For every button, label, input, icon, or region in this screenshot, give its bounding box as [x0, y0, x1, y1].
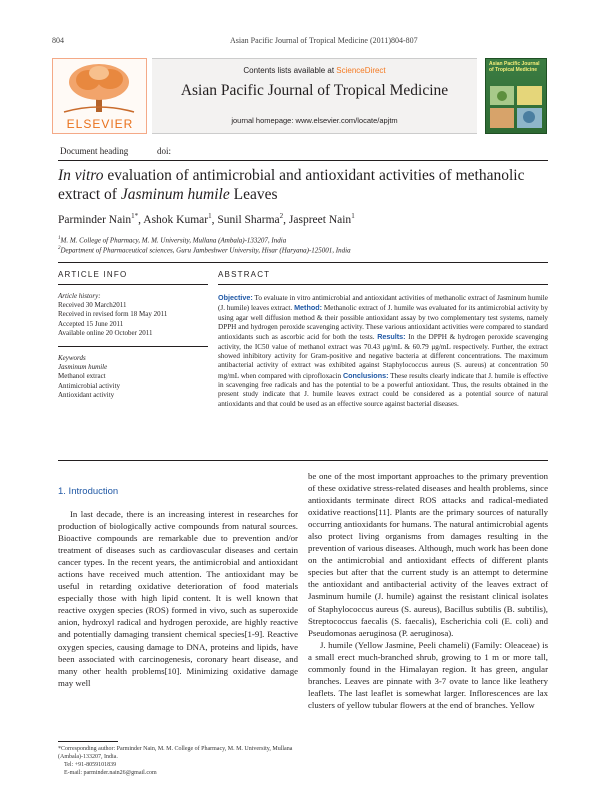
history-revised: Received in revised form 18 May 2011 — [58, 310, 168, 319]
history-online: Available online 20 October 2011 — [58, 328, 153, 337]
history-accepted: Accepted 15 June 2011 — [58, 319, 124, 328]
footnote-rule — [58, 741, 118, 742]
results-text: In the DPPH & hydrogen peroxide scavenging activity, the IC50 value of methanol extract was 70.43 μg/mL & 60.79 μg/mL respectively. Further, the extract showed inhibitory activity for Gram-positive and negative bacteria at different concentrations. The maximum antibacterial activity of extract was exhibited against Staphylococcus aureus (S. aureus) at concentration 50 mg/mL when compared with ciprofloxacin — [218, 333, 548, 380]
abstract-rule — [218, 284, 548, 285]
results-label: Results: — [377, 332, 406, 342]
document-heading: Document heading — [60, 146, 129, 156]
journal-title: Asian Pacific Journal of Tropical Medicine — [180, 82, 449, 99]
intro-paragraph-1: In last decade, there is an increasing interest in researches for production of biologically active compounds from natural sources. Bioactive compounds are remarkable due to prevention and/or treatment of diseases such as cardiovascular diseases and certain cancer types. In the recent years, the antimicrobial and antioxidant actions have received much attention. The antioxidant may be useful in retarding oxidative deterioration of food materials especially those with high lipid content. It is well known that reactive oxygen species (ROS) formed in vivo, such as superoxide anion, hydroxyl radical and hydrogen peroxide, are highly reactive and potentially damaging transient chemical species[1-9]. Reactive oxygen species, causing damage to DNA, proteins and lipids, have been associated with carcinogenesis, coronary heart disease, and many other health problems[10]. Minimizing oxidative damage may well — [58, 509, 298, 688]
method-text: Methanolic extract of J. humile was evaluated for its antimicrobial activity by using agar well diffusion method & their possible antioxidant assay by two complementary test systems, namely DPPH and hydrogen peroxide scavenging activity. These various antioxidant activities were compared to standard antioxidants such as ascorbic acid for both the tests. — [218, 304, 548, 342]
article-title: In vitro evaluation of antimicrobial and antioxidant activities of methanolic extract of Jasminum humile Leaves — [58, 167, 525, 203]
article-history — [58, 292, 208, 338]
doi-label: doi: — [157, 146, 172, 156]
history-received: Received 30 March2011 — [58, 301, 127, 310]
history-label: Article history: — [58, 292, 101, 300]
cover-title: Asian Pacific Journal of Tropical Medicine — [489, 61, 540, 73]
contents-available-line — [152, 66, 477, 75]
body-column-left — [58, 508, 298, 689]
page-number: 804 — [52, 36, 64, 45]
intro-paragraph-2: be one of the most important approaches to the primary prevention of these oxidative stress-related diseases and health problems, since antioxidants terminate direct ROS attacks and radical-mediated oxidative reactions[11]. Plants are the primary sources of naturally occurring antioxidants for humans. The natural antimicrobial agents also protect living organisms from damages resulting in the prevention of various diseases. Although, much work has been done on the antimicrobial and antioxidant effects of different plants species but after that the current study is an attempt to determine the antioxidant and antibacterial activity of the leaves extract of Jasminum humile (J. humile) against the resistant clinical isolates of Staphylococcus aureus (S. aureus), Bacillus subtilis (B. subtilis), Streptococcus faecalis (S. faecalis), Escherichia coli (E. coli) and Pseudomonas aeruginosa (P. aeruginosa). — [308, 471, 548, 638]
homepage-label: journal homepage: — [231, 116, 294, 125]
keywords-block — [58, 354, 208, 400]
keyword-item: Jasminum humile — [58, 363, 108, 372]
running-journal-citation: Asian Pacific Journal of Tropical Medicine (2011)804-807 — [230, 36, 418, 45]
conclusions-text: These results clearly indicate that J. humile is effective in scavenging free radicals and has the potential to be a powerful antioxidant. Thus, the results obtained in the present study indicate that J. humile leaves extract could be considered as a potential source of natural antioxidants and that could be used as an effective source against bacterial diseases. — [218, 371, 548, 408]
keywords-rule — [58, 346, 208, 347]
elsevier-tree-icon — [58, 62, 140, 114]
conclusions-label: Conclusions: — [342, 370, 389, 380]
abstract-heading: ABSTRACT — [218, 270, 271, 279]
author: Ashok Kumar — [143, 213, 209, 226]
objective-text: To evaluate in vitro antimicrobial and antioxidant activities of methanolic extract of Jasminum humile (J. humile) leaves extract. — [218, 294, 548, 313]
author: Parminder Nain — [58, 213, 132, 226]
sciencedirect-link[interactable]: ScienceDirect — [336, 66, 386, 75]
body-column-right — [308, 470, 548, 711]
article-info-heading: ARTICLE INFO — [58, 270, 128, 279]
contents-prefix: Contents lists available at — [243, 66, 335, 75]
affiliation-rule — [58, 262, 548, 263]
journal-homepage-line — [152, 116, 477, 125]
keyword-item: Methanol extract — [58, 372, 106, 381]
footnote-author: *Corresponding author: Parminder Nain, M. M. College of Pharmacy, M. M. University, Mullana (Ambala)-133207, India. — [58, 746, 293, 760]
publisher-name: ELSEVIER — [66, 117, 134, 131]
author-list: Parminder Nain$^{1*}$, Ashok Kumar$^1$, Sunil Sharma$^2$, Jaspreet Nain$^1$ — [58, 212, 355, 226]
keyword-item: Antioxidant activity — [58, 390, 115, 399]
affiliation-2: $^2$Department of Pharmaceutical sciences, Guru Jambeshwer University, Hisar (Haryana)-125001, India — [58, 246, 351, 255]
title-top-rule — [58, 160, 548, 161]
homepage-link[interactable]: www.elsevier.com/locate/apjtm — [295, 116, 398, 125]
keyword-item: Antimicrobial activity — [58, 381, 121, 390]
abstract-body — [218, 293, 548, 409]
abstract-bottom-rule — [58, 460, 548, 461]
corresponding-author-footnote — [58, 745, 298, 777]
cover-collage-icon — [490, 86, 542, 128]
objective-label: Objective: — [218, 293, 253, 302]
affiliation-1: $^1$M. M. College of Pharmacy, M. M. University, Mullana (Ambala)-133207, India — [58, 236, 287, 245]
method-label: Method: — [294, 303, 323, 313]
keywords-label: Keywords — [58, 354, 86, 362]
article-info-rule — [58, 284, 208, 285]
footnote-tel: Tel: +91-8059101839 — [64, 762, 117, 768]
footnote-email[interactable]: E-mail: parminder.nain26@gmail.com — [64, 770, 157, 776]
introduction-heading: 1. Introduction — [58, 486, 119, 497]
author: Jaspreet Nain — [288, 213, 352, 226]
author: Sunil Sharma — [217, 213, 280, 226]
intro-paragraph-3: J. humile (Yellow Jasmine, Peeli chameli) (Family: Oleaceae) is a small erect much-branched shrub, growing to 1 m or more tall, commonly found in the Himalayan region. It has green, angular branches. Leaves are pinnate with 3-7 ovate to lance like leathery leaflets. The last leaflet is somewhat larger. Inflorescences are lax clusters of yellow tubular flowers at the end of branches. Yellow — [308, 639, 548, 710]
